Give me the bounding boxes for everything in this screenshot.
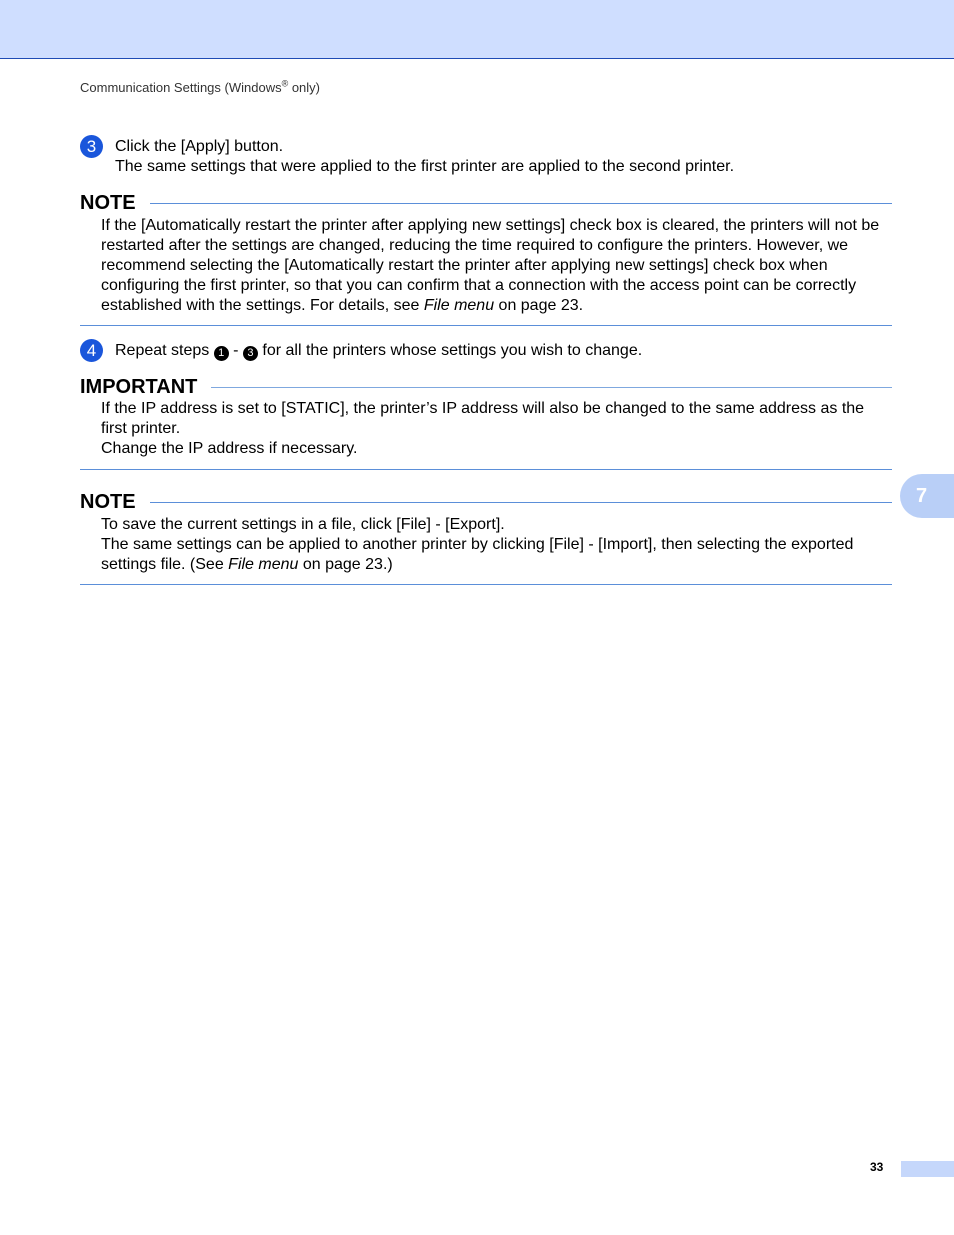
note-text: If the [Automatically restart the printer after applying new settings] check box is cleared, the printers will not be restarted after the settings are changed, reducing the time required to configure the printers. However, we recommend selecting the [Automatically restart the printer after applying new settings] check box when configuring the first printer, so that you can confirm that a connection with the access point can be correctly established with the settings. For details, see File menu on page 23.	[101, 217, 880, 314]
note-box	[80, 490, 892, 585]
chapter-tab: 7	[900, 474, 954, 518]
important-text: Change the IP address if necessary.	[101, 440, 358, 457]
step-4	[80, 339, 892, 363]
step-number-badge: 3	[80, 135, 103, 158]
step-ref-icon: 3	[243, 346, 258, 361]
page-number: 33	[870, 1160, 884, 1174]
note-title: NOTE	[80, 191, 150, 215]
note-title: NOTE	[80, 490, 150, 514]
important-title: IMPORTANT	[80, 375, 211, 399]
step-number-badge: 4	[80, 339, 103, 362]
file-menu-link[interactable]: File menu	[228, 556, 299, 573]
note-rule	[80, 203, 892, 204]
step-text: Click the [Apply] button. The same settings that were applied to the first printer are applied to the second printer.	[115, 138, 735, 175]
step-text: Repeat steps 1 - 3 for all the printers whose settings you wish to change.	[115, 342, 643, 359]
page-number-bar	[901, 1161, 954, 1177]
important-box	[80, 375, 892, 470]
step-ref-icon: 1	[214, 346, 229, 361]
note-rule	[80, 502, 892, 503]
important-text: If the IP address is set to [STATIC], the printer’s IP address will also be changed to the same address as the first printer.	[101, 400, 865, 437]
note-text: To save the current settings in a file, click [File] - [Export].	[101, 516, 505, 533]
note-text: The same settings can be applied to another printer by clicking [File] - [Import], then selecting the exported settings file. (See File menu on page 23.)	[101, 536, 854, 573]
running-header: Communication Settings (Windows® only)	[80, 78, 321, 95]
header-band	[0, 0, 954, 59]
file-menu-link[interactable]: File menu	[423, 297, 495, 314]
note-box	[80, 191, 892, 326]
step-3	[80, 135, 892, 179]
